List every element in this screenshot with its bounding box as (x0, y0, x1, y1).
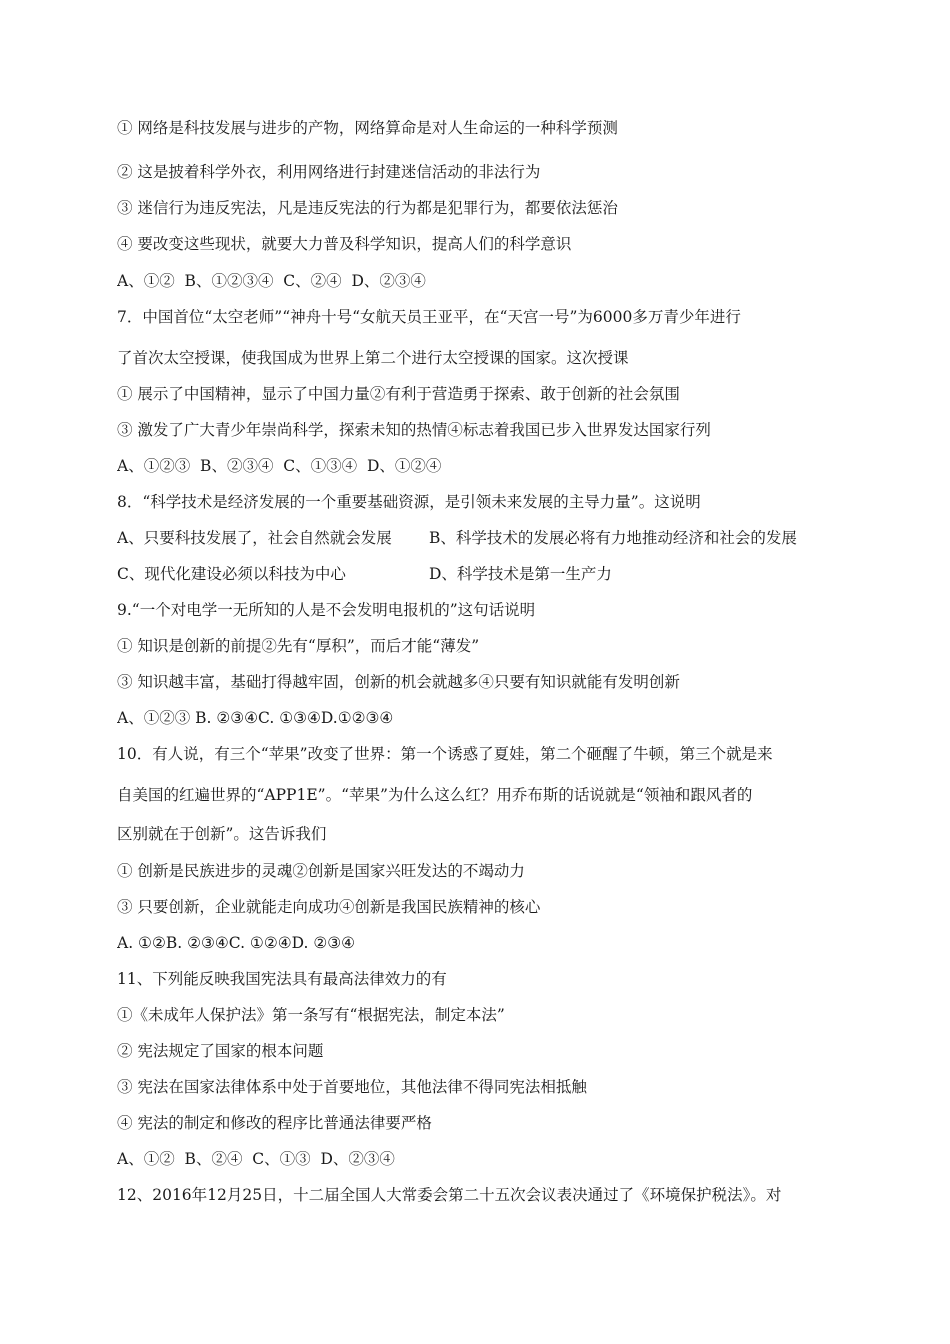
q11-answer-choices: A、①② B、②④ C、①③ D、②③④ (117, 1150, 395, 1168)
q10-answer-choices: A. ①②B. ②③④C. ①②④D. ②③④ (117, 934, 356, 952)
q8-choice-b: B、科学技术的发展必将有力地推动经济和社会的发展 (429, 529, 797, 547)
q7-stem-line-1: 7．中国首位“太空老师”“神舟十号“女航天员王亚平，在“天宫一号”为6000多万青少年进行 (117, 308, 741, 326)
q10-stem-line-1: 10．有人说，有三个“苹果”改变了世界：第一个诱惑了夏娃，第二个砸醒了牛顿，第三个就是来 (117, 745, 773, 763)
q8-choice-c: C、现代化建设必须以科技为中心 (117, 565, 346, 583)
q9-answer-choices: A、①②③ B. ②③④C. ①③④D.①②③④ (117, 709, 394, 727)
q10-stem-line-2: 自美国的红遍世界的“APP1E”。“苹果”为什么这么红？用乔布斯的话说就是“领袖和跟风者的 (117, 786, 753, 804)
q6-option-4: ④ 要改变这些现状，就要大力普及科学知识，提高人们的科学意识 (117, 235, 572, 253)
q7-answer-choices: A、①②③ B、②③④ C、①③④ D、①②④ (117, 457, 442, 475)
q6-option-1: ① 网络是科技发展与进步的产物，网络算命是对人生命运的一种科学预测 (117, 119, 618, 137)
q7-options-1-2: ① 展示了中国精神，显示了中国力量②有利于营造勇于探索、敢于创新的社会氛围 (117, 385, 680, 403)
q11-option-4: ④ 宪法的制定和修改的程序比普通法律要严格 (117, 1114, 432, 1132)
q8-stem: 8．“科学技术是经济发展的一个重要基础资源，是引领未来发展的主导力量”。这说明 (117, 493, 701, 511)
q6-answer-choices: A、①② B、①②③④ C、②④ D、②③④ (117, 272, 426, 290)
q9-options-1-2: ① 知识是创新的前提②先有“厚积”，而后才能“薄发” (117, 637, 480, 655)
q11-option-1: ①《未成年人保护法》第一条写有“根据宪法，制定本法” (117, 1006, 505, 1024)
q8-choice-d: D、科学技术是第一生产力 (429, 565, 612, 583)
q12-stem-line-1: 12、2016年12月25日，十二届全国人大常委会第二十五次会议表决通过了《环境保护税法》。对 (117, 1186, 782, 1204)
q9-stem: 9.“一个对电学一无所知的人是不会发明电报机的”这句话说明 (117, 601, 536, 619)
q6-option-3: ③ 迷信行为违反宪法，凡是违反宪法的行为都是犯罪行为，都要依法惩治 (117, 199, 618, 217)
q11-stem: 11、下列能反映我国宪法具有最高法律效力的有 (117, 970, 447, 988)
q7-options-3-4: ③ 激发了广大青少年崇尚科学，探索未知的热情④标志着我国已步入世界发达国家行列 (117, 421, 711, 439)
q11-option-2: ② 宪法规定了国家的根本问题 (117, 1042, 324, 1060)
q9-options-3-4: ③ 知识越丰富，基础打得越牢固，创新的机会就越多④只要有知识就能有发明创新 (117, 673, 680, 691)
q8-choices-row-1 (117, 527, 847, 549)
q7-stem-line-2: 了首次太空授课，使我国成为世界上第二个进行太空授课的国家。这次授课 (117, 349, 629, 367)
q8-choices-row-2 (117, 563, 847, 585)
q8-choice-a: A、只要科技发展了，社会自然就会发展 (117, 529, 392, 547)
q11-option-3: ③ 宪法在国家法律体系中处于首要地位，其他法律不得同宪法相抵触 (117, 1078, 587, 1096)
q6-option-2: ② 这是披着科学外衣，利用网络进行封建迷信活动的非法行为 (117, 163, 541, 181)
q10-options-3-4: ③ 只要创新，企业就能走向成功④创新是我国民族精神的核心 (117, 898, 541, 916)
q10-options-1-2: ① 创新是民族进步的灵魂②创新是国家兴旺发达的不竭动力 (117, 862, 525, 880)
q10-stem-line-3: 区别就在于创新”。这告诉我们 (117, 825, 327, 843)
